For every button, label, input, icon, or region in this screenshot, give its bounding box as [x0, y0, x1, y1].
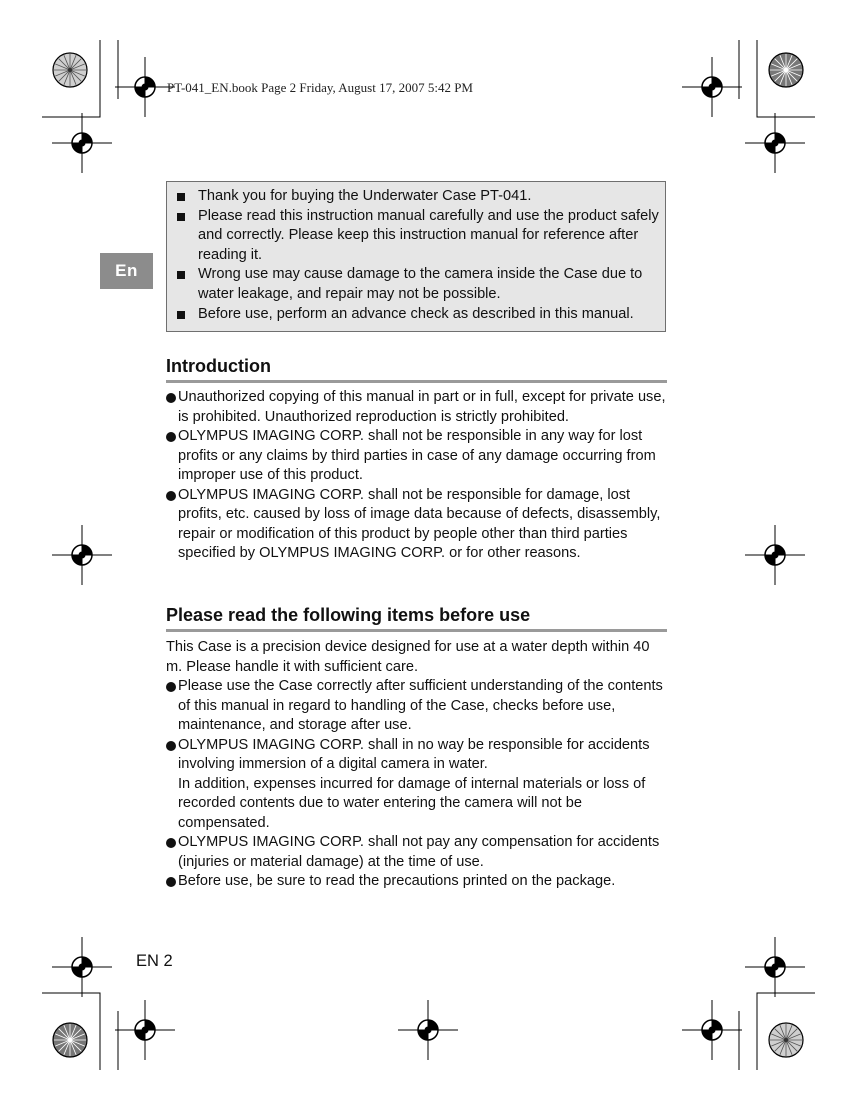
list-item: [166, 833, 666, 872]
list-item-text: OLYMPUS IMAGING CORP. shall not be responsible for damage, lost profits, etc. caused by loss of image data because of defects, disassembly, repair or modification of this product by people other than third parties specified by OLYMPUS IMAGING CORP. or for other reasons.: [178, 486, 661, 561]
bullet-dot-icon: [166, 393, 176, 403]
bullet-dot-icon: [166, 432, 176, 442]
list-item: [166, 427, 666, 486]
introduction-list: [166, 388, 666, 564]
before-use-section: [166, 638, 666, 892]
list-item-text: Before use, be sure to read the precautions printed on the package.: [178, 873, 616, 889]
before-use-intro: This Case is a precision device designed for use at a water depth within 40 m. Please handle it with sufficient care.: [166, 639, 650, 675]
list-item-text: OLYMPUS IMAGING CORP. shall not be responsible in any way for lost profits or any claims by third parties in case of any damage occurring from improper use of this product.: [178, 428, 656, 483]
list-item-text: Unauthorized copying of this manual in part or in full, except for private use, is prohibited. Unauthorized reproduction is strictly prohibited.: [178, 389, 666, 425]
list-item-text: OLYMPUS IMAGING CORP. shall not pay any compensation for accidents (injuries or material damage) at the time of use.: [178, 834, 660, 870]
notice-item: Please read this instruction manual carefully and use the product safely and correctly. Please keep this instruction manual for reference after reading it.: [175, 207, 659, 266]
list-item-text: OLYMPUS IMAGING CORP. shall in no way be responsible for accidents involving immersion of a digital camera in water.: [178, 736, 650, 772]
notice-item: Wrong use may cause damage to the camera inside the Case due to water leakage, and repair may not be possible.: [175, 265, 659, 304]
notice-item: Thank you for buying the Underwater Case PT-041.: [175, 187, 659, 207]
bullet-dot-icon: [166, 741, 176, 751]
list-item: [166, 677, 666, 736]
language-tab-label: En: [115, 261, 138, 280]
bullet-dot-icon: [166, 838, 176, 848]
list-item: [166, 388, 666, 427]
list-item: [166, 486, 666, 564]
list-item-text: Please use the Case correctly after sufficient understanding of the contents of this manual in regard to handling of the Case, checks before use, maintenance, and storage after use.: [178, 678, 663, 733]
language-tab: [100, 253, 153, 289]
print-header: PT-041_EN.book Page 2 Friday, August 17, 2007 5:42 PM: [167, 80, 473, 95]
list-item-addition: In addition, expenses incurred for damage of internal materials or loss of recorded contents due to water entering the camera will not be compensated.: [178, 775, 646, 831]
bullet-dot-icon: [166, 491, 176, 501]
introduction-title: Introduction: [166, 356, 271, 376]
notice-box: [166, 181, 666, 332]
list-item: [166, 736, 666, 834]
bullet-dot-icon: [166, 682, 176, 692]
introduction-title-rule: [166, 380, 667, 383]
notice-item: Before use, perform an advance check as described in this manual.: [175, 305, 659, 325]
page-number: EN 2: [136, 952, 173, 970]
before-use-title-rule: [166, 629, 667, 632]
bullet-dot-icon: [166, 877, 176, 887]
before-use-title: Please read the following items before use: [166, 605, 531, 625]
list-item: [166, 872, 666, 892]
